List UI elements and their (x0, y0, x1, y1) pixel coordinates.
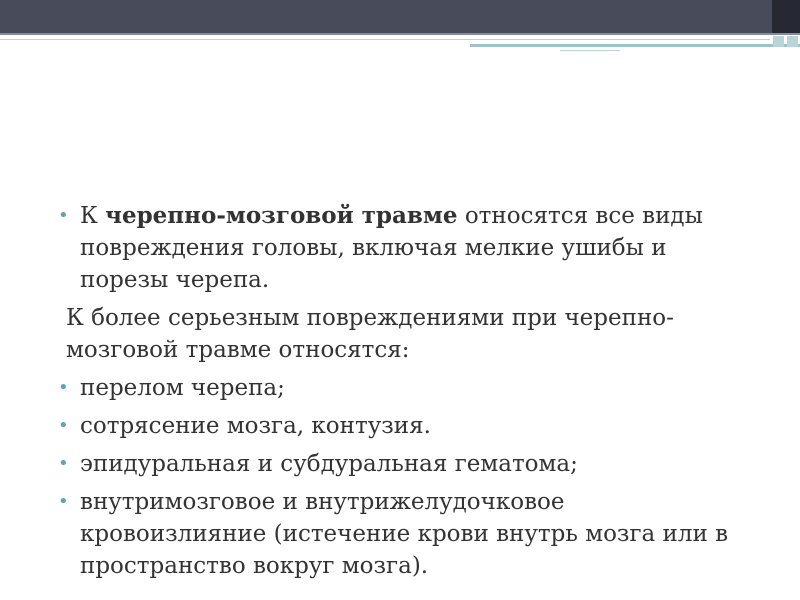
header-bar (0, 0, 800, 33)
slide-body (52, 200, 752, 588)
paragraph-definition (52, 200, 752, 296)
paragraph-intro: К более серьезным повреждениями при черепно-мозговой травме относятся: (66, 305, 674, 363)
list-item-text: эпидуральная и субдуральная гематома; (80, 451, 578, 477)
definition-suffix: относятся все виды повреждения головы, включая мелкие ушибы и порезы черепа. (80, 203, 703, 293)
list-item-hematoma (52, 448, 752, 480)
list-item-fracture (52, 372, 752, 404)
definition-prefix: К (80, 203, 106, 229)
accent-line-thin (0, 39, 770, 40)
bullet-icon: • (58, 205, 69, 226)
definition-term: черепно-мозговой травме (105, 202, 458, 229)
accent-line-thick (470, 44, 800, 47)
accent-square-right (787, 36, 798, 47)
bullet-icon: • (58, 377, 69, 398)
accent-line-short (560, 50, 620, 51)
bullet-icon: • (58, 491, 69, 512)
accent-square-left (773, 36, 784, 47)
bullet-icon: • (58, 415, 69, 436)
list-item-text: сотрясение мозга, контузия. (80, 413, 431, 439)
bullet-icon: • (58, 453, 69, 474)
list-item-hemorrhage (52, 486, 752, 582)
header-bar-corner (772, 0, 800, 33)
header-divider (0, 33, 800, 35)
list-item-concussion (52, 410, 752, 442)
list-item-text: перелом черепа; (80, 375, 285, 401)
list-item-text: внутримозговое и внутрижелудочковое кровоизлияние (истечение крови внутрь мозга или в пространство вокруг мозга). (80, 489, 729, 579)
